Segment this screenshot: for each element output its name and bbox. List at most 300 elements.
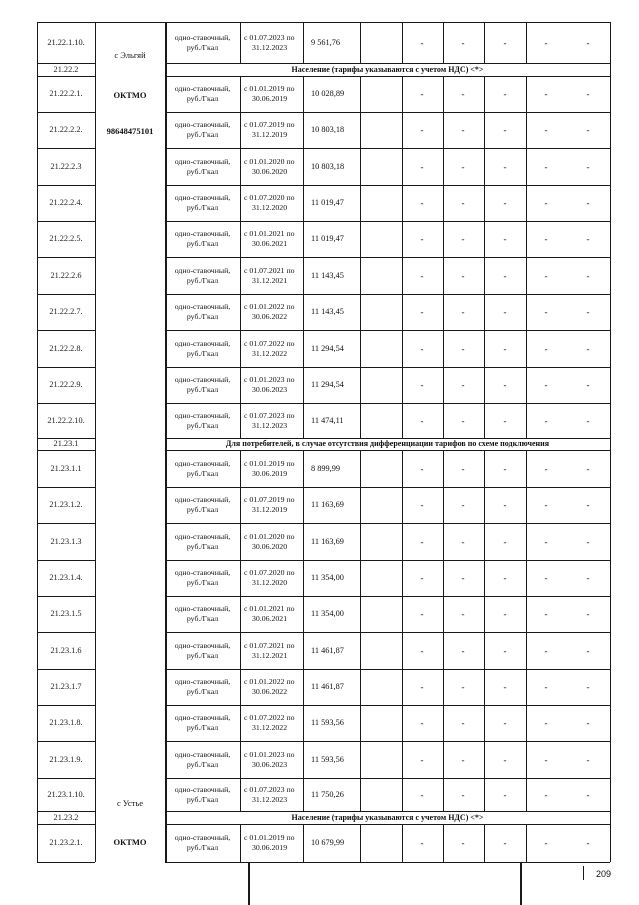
cell-divider (443, 112, 444, 148)
row-divider (165, 257, 610, 258)
cell-divider (303, 705, 304, 741)
cell-divider (360, 76, 361, 112)
tariff-value: 11 750,26 (311, 789, 344, 799)
cell-divider (240, 450, 241, 487)
cell-divider (443, 76, 444, 112)
empty-cell-dash: - (544, 645, 548, 656)
empty-cell-dash: - (586, 573, 590, 583)
period-to: 31.12.2021 (252, 275, 288, 285)
row-divider (37, 596, 95, 597)
empty-cell-dash: - (544, 89, 548, 99)
cell-divider (443, 741, 444, 778)
period-from: с 01.01.2019 по (244, 833, 295, 842)
tariff-value: 11 461,87 (311, 645, 344, 655)
row-code: 21.22.2.8. (49, 343, 83, 353)
empty-cell-dash: - (503, 682, 507, 692)
unit-cell: одно-ставочный, руб./Гкал (174, 749, 231, 769)
cell-divider (484, 741, 485, 778)
cell-divider (303, 257, 304, 294)
row-divider (37, 560, 95, 561)
tariff-value: 11 294,54 (311, 343, 344, 353)
oktmo-label: ОКТМО (113, 90, 147, 100)
row-divider (37, 824, 95, 825)
empty-cell-dash: - (544, 380, 548, 390)
empty-cell-dash: - (544, 536, 548, 547)
period-to: 31.12.2022 (252, 348, 288, 358)
cell-divider (240, 778, 241, 811)
cell-divider (526, 824, 527, 862)
period-from: с 01.01.2023 по (244, 375, 295, 384)
empty-cell-dash: - (503, 161, 507, 172)
row-divider (37, 523, 95, 524)
row-divider (165, 705, 610, 706)
cell-divider (443, 148, 444, 185)
empty-cell-dash: - (503, 270, 507, 281)
row-divider (165, 741, 610, 742)
empty-cell-dash: - (586, 415, 590, 426)
period-from: с 01.01.2022 по (244, 302, 295, 311)
cell-divider (443, 22, 444, 63)
cell-divider (484, 403, 485, 438)
tariff-value: 11 593,56 (311, 718, 344, 727)
tariff-value: 11 143,45 (311, 307, 344, 316)
tariff-value: 11 461,87 (311, 682, 344, 691)
row-divider (37, 221, 95, 222)
scan-line (583, 866, 584, 880)
cell-divider (526, 330, 527, 367)
cell-divider (443, 632, 444, 669)
row-code: 21.23.1.2. (49, 500, 83, 509)
cell-divider (526, 367, 527, 403)
tariff-value: 11 354,00 (311, 573, 344, 582)
tariff-value: 10 803,18 (311, 161, 345, 171)
row-divider (37, 778, 95, 779)
cell-divider (240, 76, 241, 112)
period-to: 31.12.2019 (252, 505, 288, 514)
period-to: 30.06.2020 (252, 166, 288, 176)
row-code: 21.22.2.4. (49, 198, 83, 207)
empty-cell-dash: - (544, 125, 548, 135)
row-divider (165, 185, 610, 186)
empty-cell-dash: - (420, 838, 424, 848)
unit-cell: одно-ставочный, руб./Гкал (174, 458, 231, 478)
cell-divider (526, 560, 527, 596)
cell-divider (484, 367, 485, 403)
period-to: 31.12.2023 (252, 420, 288, 430)
cell-divider (443, 560, 444, 596)
cell-divider (240, 221, 241, 257)
cell-divider (526, 403, 527, 438)
empty-cell-dash: - (503, 307, 507, 317)
row-divider (37, 330, 95, 331)
cell-divider (240, 596, 241, 632)
tariff-value: 11 474,11 (311, 415, 344, 425)
empty-cell-dash: - (503, 536, 507, 547)
empty-cell-dash: - (461, 718, 465, 728)
period-to: 30.06.2023 (252, 385, 288, 394)
cell-divider (303, 221, 304, 257)
cell-divider (240, 294, 241, 330)
cell-divider (484, 148, 485, 185)
cell-divider (484, 778, 485, 811)
empty-cell-dash: - (503, 718, 507, 728)
period-from: с 01.01.2021 по (244, 604, 295, 613)
cell-divider (360, 294, 361, 330)
cell-divider (402, 221, 403, 257)
cell-divider (526, 185, 527, 221)
empty-cell-dash: - (586, 789, 590, 800)
empty-cell-dash: - (586, 89, 590, 99)
period-to: 30.06.2022 (252, 312, 288, 321)
unit-cell: одно-ставочный, руб./Гкал (174, 640, 231, 660)
tariff-value: 11 019,47 (311, 234, 344, 243)
cell-divider (360, 824, 361, 862)
period-to: 30.06.2019 (252, 94, 288, 103)
row-divider (37, 632, 95, 633)
settlement-label: с Эльгяй (114, 50, 146, 60)
row-divider (37, 669, 95, 670)
cell-divider (443, 450, 444, 487)
cell-divider (360, 257, 361, 294)
empty-cell-dash: - (503, 89, 507, 99)
tariff-value: 11 163,69 (311, 500, 344, 509)
cell-divider (240, 330, 241, 367)
empty-cell-dash: - (420, 609, 424, 619)
section-header: Для потребителей, в случае отсутствия дифференциации тарифов по схеме подключения (225, 439, 550, 448)
empty-cell-dash: - (544, 37, 548, 48)
empty-cell-dash: - (503, 343, 507, 354)
unit-cell: одно-ставочный, руб./Гкал (174, 338, 231, 358)
period-from: с 01.07.2023 по (244, 410, 295, 420)
period-to: 31.12.2019 (252, 130, 288, 139)
empty-cell-dash: - (544, 754, 548, 765)
empty-cell-dash: - (544, 343, 548, 354)
unit-cell: одно-ставочный, руб./Гкал (174, 375, 231, 394)
row-divider (165, 824, 610, 825)
cell-divider (402, 596, 403, 632)
cell-divider (240, 185, 241, 221)
cell-divider (484, 705, 485, 741)
empty-cell-dash: - (544, 415, 548, 426)
row-divider (165, 367, 610, 368)
empty-cell-dash: - (544, 789, 548, 800)
row-code: 21.23.1 (53, 439, 79, 448)
unit-cell: одно-ставочный, руб./Гкал (174, 193, 231, 212)
period-to: 30.06.2020 (252, 541, 288, 551)
empty-cell-dash: - (461, 125, 465, 135)
cell-divider (303, 523, 304, 560)
cell-divider (443, 596, 444, 632)
period-to: 30.06.2021 (252, 614, 288, 623)
empty-cell-dash: - (503, 789, 507, 800)
row-divider (165, 450, 610, 451)
cell-divider (360, 705, 361, 741)
row-divider (165, 294, 610, 295)
empty-cell-dash: - (586, 645, 590, 656)
cell-divider (443, 669, 444, 705)
row-code: 21.23.2.1. (49, 838, 83, 847)
tariff-value: 9 561,76 (311, 37, 341, 47)
empty-cell-dash: - (586, 609, 590, 619)
cell-divider (360, 221, 361, 257)
cell-divider (360, 596, 361, 632)
unit-cell: одно-ставочный, руб./Гкал (174, 495, 231, 514)
cell-divider (402, 741, 403, 778)
cell-divider (402, 487, 403, 523)
cell-divider (240, 705, 241, 741)
cell-divider (303, 112, 304, 148)
cell-divider (443, 778, 444, 811)
period-to: 31.12.2023 (252, 794, 288, 804)
cell-divider (303, 185, 304, 221)
cell-divider (303, 148, 304, 185)
cell-divider (360, 741, 361, 778)
row-divider (165, 669, 610, 670)
empty-cell-dash: - (461, 415, 465, 426)
cell-divider (402, 22, 403, 63)
row-divider (37, 294, 95, 295)
period-from: с 01.01.2023 по (244, 749, 295, 759)
cell-divider (402, 632, 403, 669)
row-divider (37, 741, 95, 742)
cell-divider (360, 403, 361, 438)
unit-cell: одно-ставочный, руб./Гкал (174, 32, 231, 52)
empty-cell-dash: - (420, 380, 424, 390)
cell-divider (484, 824, 485, 862)
cell-divider (303, 330, 304, 367)
row-divider (165, 221, 610, 222)
tariff-value: 10 028,89 (311, 89, 345, 98)
cell-divider (402, 403, 403, 438)
cell-divider (240, 257, 241, 294)
section-header: Население (тарифы указываются с учетом НДС) <*> (291, 64, 484, 74)
cell-divider (526, 76, 527, 112)
unit-cell: одно-ставочный, руб./Гкал (174, 604, 231, 623)
row-divider (165, 596, 610, 597)
empty-cell-dash: - (461, 234, 465, 244)
period-to: 31.12.2020 (252, 578, 288, 587)
cell-divider (526, 221, 527, 257)
unit-cell: одно-ставочный, руб./Гкал (174, 568, 231, 587)
empty-cell-dash: - (586, 125, 590, 135)
cell-divider (303, 596, 304, 632)
empty-cell-dash: - (461, 89, 465, 99)
unit-cell: одно-ставочный, руб./Гкал (174, 677, 231, 696)
unit-cell: одно-ставочный, руб./Гкал (174, 410, 231, 430)
cell-divider (303, 669, 304, 705)
cell-divider (402, 450, 403, 487)
cell-divider (443, 221, 444, 257)
row-divider (37, 862, 95, 863)
period-from: с 01.01.2020 по (244, 531, 295, 541)
empty-cell-dash: - (544, 718, 548, 728)
empty-cell-dash: - (420, 718, 424, 728)
row-divider (165, 403, 610, 404)
cell-divider (526, 487, 527, 523)
empty-cell-dash: - (503, 125, 507, 135)
empty-cell-dash: - (461, 307, 465, 317)
cell-divider (526, 596, 527, 632)
empty-cell-dash: - (420, 645, 424, 656)
empty-cell-dash: - (461, 838, 465, 848)
empty-cell-dash: - (544, 573, 548, 583)
cell-divider (360, 112, 361, 148)
empty-cell-dash: - (420, 789, 424, 800)
period-to: 31.12.2022 (252, 723, 288, 732)
cell-divider (303, 76, 304, 112)
cell-divider (303, 824, 304, 862)
unit-cell: одно-ставочный, руб./Гкал (174, 229, 231, 248)
empty-cell-dash: - (544, 198, 548, 208)
row-divider (165, 487, 610, 488)
table-border-right (610, 22, 611, 862)
cell-divider (484, 294, 485, 330)
tariff-value: 11 143,45 (311, 270, 344, 280)
empty-cell-dash: - (420, 125, 424, 135)
empty-cell-dash: - (544, 682, 548, 692)
cell-divider (443, 257, 444, 294)
empty-cell-dash: - (586, 536, 590, 547)
scan-line (520, 862, 522, 905)
empty-cell-dash: - (420, 161, 424, 172)
empty-cell-dash: - (544, 161, 548, 172)
unit-cell: одно-ставочный, руб./Гкал (174, 265, 231, 285)
cell-divider (402, 705, 403, 741)
cell-divider (526, 778, 527, 811)
cell-divider (360, 523, 361, 560)
cell-divider (402, 560, 403, 596)
settlement-label: с Устье (116, 798, 144, 808)
scan-line (248, 862, 250, 905)
cell-divider (360, 632, 361, 669)
empty-cell-dash: - (461, 463, 465, 474)
row-divider (37, 185, 95, 186)
period-from: с 01.01.2022 по (244, 677, 295, 686)
empty-cell-dash: - (420, 536, 424, 547)
row-code: 21.23.1.1 (50, 463, 82, 473)
row-code: 21.22.2.2. (49, 125, 83, 134)
section-header: Население (тарифы указываются с учетом НДС) <*> (291, 812, 484, 822)
cell-divider (303, 450, 304, 487)
row-code: 21.22.2.1. (49, 89, 83, 98)
row-divider (37, 487, 95, 488)
row-code: 21.23.2 (53, 812, 79, 822)
unit-cell: одно-ставочный, руб./Гкал (174, 531, 231, 551)
period-to: 30.06.2021 (252, 239, 288, 248)
cell-divider (526, 148, 527, 185)
empty-cell-dash: - (586, 682, 590, 692)
cell-divider (402, 294, 403, 330)
empty-cell-dash: - (420, 343, 424, 354)
period-from: с 01.01.2020 по (244, 156, 295, 166)
cell-divider (303, 294, 304, 330)
empty-cell-dash: - (503, 37, 507, 48)
cell-divider (303, 560, 304, 596)
cell-divider (240, 22, 241, 63)
tariff-value: 11 019,47 (311, 198, 344, 207)
tariff-value: 11 354,00 (311, 609, 344, 618)
row-code: 21.22.2.5. (49, 234, 83, 243)
period-to: 30.06.2023 (252, 759, 288, 769)
empty-cell-dash: - (586, 380, 590, 390)
cell-divider (484, 22, 485, 63)
empty-cell-dash: - (586, 234, 590, 244)
empty-cell-dash: - (461, 161, 465, 172)
empty-cell-dash: - (461, 380, 465, 390)
cell-divider (303, 487, 304, 523)
cell-divider (402, 669, 403, 705)
period-from: с 01.01.2019 по (244, 84, 295, 93)
cell-divider (240, 112, 241, 148)
empty-cell-dash: - (544, 463, 548, 474)
empty-cell-dash: - (461, 645, 465, 656)
cell-divider (240, 367, 241, 403)
empty-cell-dash: - (461, 198, 465, 208)
cell-divider (303, 22, 304, 63)
empty-cell-dash: - (503, 198, 507, 208)
empty-cell-dash: - (461, 536, 465, 547)
empty-cell-dash: - (461, 682, 465, 692)
cell-divider (526, 450, 527, 487)
empty-cell-dash: - (503, 838, 507, 848)
empty-cell-dash: - (420, 234, 424, 244)
row-divider (165, 632, 610, 633)
period-to: 31.12.2021 (252, 650, 288, 660)
period-from: с 01.07.2022 по (244, 713, 295, 722)
empty-cell-dash: - (503, 573, 507, 583)
cell-divider (360, 367, 361, 403)
period-from: с 01.07.2019 по (244, 120, 295, 129)
empty-cell-dash: - (544, 307, 548, 317)
empty-cell-dash: - (461, 500, 465, 510)
row-code: 21.23.1.4. (49, 573, 83, 582)
tariff-value: 10 679,99 (311, 838, 345, 847)
period-from: с 01.01.2019 по (244, 458, 295, 468)
cell-divider (526, 257, 527, 294)
cell-divider (484, 560, 485, 596)
period-from: с 01.07.2021 по (244, 640, 295, 650)
cell-divider (484, 523, 485, 560)
cell-divider (360, 148, 361, 185)
cell-divider (240, 487, 241, 523)
cell-divider (443, 185, 444, 221)
cell-divider (402, 367, 403, 403)
empty-cell-dash: - (420, 198, 424, 208)
tariff-value: 11 593,56 (311, 754, 344, 764)
cell-divider (402, 824, 403, 862)
empty-cell-dash: - (503, 234, 507, 244)
cell-divider (360, 778, 361, 811)
empty-cell-dash: - (586, 307, 590, 317)
row-divider (37, 403, 95, 404)
period-from: с 01.07.2020 по (244, 193, 295, 202)
row-code: 21.22.2.9. (49, 380, 83, 389)
cell-divider (443, 294, 444, 330)
row-code: 21.23.1.8. (49, 718, 83, 727)
unit-cell: одно-ставочный, руб./Гкал (174, 713, 231, 732)
cell-divider (443, 487, 444, 523)
empty-cell-dash: - (420, 37, 424, 48)
empty-cell-dash: - (461, 270, 465, 281)
empty-cell-dash: - (586, 198, 590, 208)
row-code: 21.23.1.10. (47, 789, 85, 799)
cell-divider (484, 330, 485, 367)
cell-divider (484, 450, 485, 487)
cell-divider (303, 367, 304, 403)
row-code: 21.22.2.3 (50, 161, 82, 171)
unit-cell: одно-ставочный, руб./Гкал (174, 156, 231, 176)
cell-divider (303, 632, 304, 669)
